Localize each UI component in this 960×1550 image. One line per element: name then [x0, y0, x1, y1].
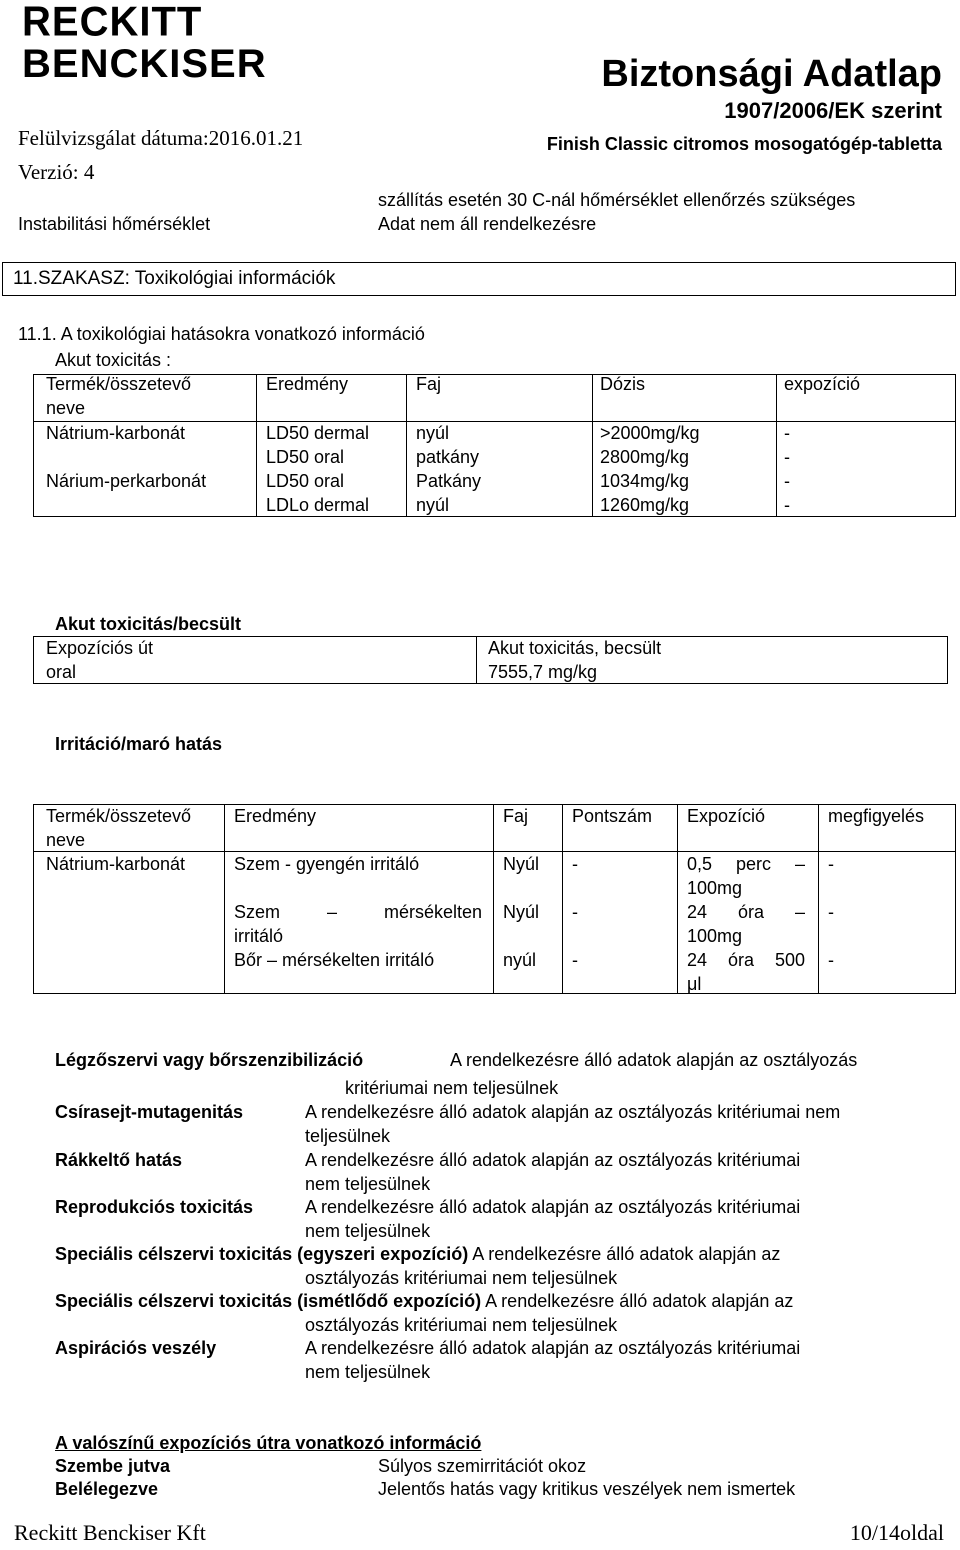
hazard1-text-l1: A rendelkezésre álló adatok alapján az osztályozás	[450, 1050, 858, 1070]
acute-row2-dose2: 1260mg/kg	[600, 495, 690, 515]
acute-row2-species1: Patkány	[416, 471, 482, 491]
product-name: Finish Classic citromos mosogatógép-tabletta	[546, 134, 942, 154]
version: Verzió: 4	[18, 160, 95, 184]
irr-row2-score: -	[572, 902, 578, 922]
hazard5-label: Speciális célszervi toxicitás (egyszeri expozíció)	[55, 1244, 469, 1264]
acute-row1-name: Nátrium-karbonát	[46, 423, 186, 443]
irr-header-name-l2: neve	[46, 830, 86, 850]
irr-row2-exp1: 24 óra –	[687, 902, 805, 922]
irritation-title: Irritáció/maró hatás	[55, 734, 223, 754]
irr-row3-score: -	[572, 950, 578, 970]
subsection-title: 11.1. A toxikológiai hatásokra vonatkozó információ	[18, 324, 425, 344]
irr-row2-species: Nyúl	[503, 902, 540, 922]
estimated-col1-value: oral	[46, 662, 77, 682]
irr-row3-species: nyúl	[503, 950, 537, 970]
hazard7-text-l2: nem teljesülnek	[305, 1362, 431, 1382]
review-date: Felülvizsgálat dátuma:2016.01.21	[18, 126, 304, 150]
irr-row3-exp2: μl	[687, 974, 702, 994]
section-title: 11.SZAKASZ: Toxikológiai információk	[13, 268, 336, 289]
irr-row1-exp2: 100mg	[687, 878, 743, 898]
irr-row2-exp2: 100mg	[687, 926, 743, 946]
regulation: 1907/2006/EK szerint	[724, 98, 942, 123]
hazard2-text-l2: teljesülnek	[305, 1126, 391, 1146]
hazard6-text-l2: osztályozás kritériumai nem teljesülnek	[305, 1315, 618, 1335]
irr-row1-score: -	[572, 854, 578, 874]
document-title: Biztonsági Adatlap	[601, 53, 942, 95]
irr-substance: Nátrium-karbonát	[46, 854, 186, 874]
instability-line2: Adat nem áll rendelkezésre	[378, 214, 597, 234]
route1-label: Szembe jutva	[55, 1456, 171, 1476]
route2-label: Belélegezve	[55, 1479, 159, 1499]
hazard3-text-l2: nem teljesülnek	[305, 1174, 431, 1194]
irr-row3-exp1: 24 óra 500	[687, 950, 805, 970]
estimated-col1-header: Expozíciós út	[46, 638, 154, 658]
hazard5	[55, 1242, 780, 1266]
acute-row2-result2: LDLo dermal	[266, 495, 370, 515]
acute-row1-species1: nyúl	[416, 423, 450, 443]
company-logo-line1: RECKITT	[22, 0, 203, 46]
irr-header-species: Faj	[503, 806, 529, 826]
acute-row2-name: Nárium-perkarbonát	[46, 471, 207, 491]
acute-header-name-l1: Termék/összetevő	[46, 374, 192, 394]
section-heading-box	[2, 262, 956, 296]
acute-toxicity-label: Akut toxicitás :	[55, 350, 172, 370]
hazard6-label: Speciális célszervi toxicitás (ismétlődő expozíció)	[55, 1291, 482, 1311]
acute-row2-dose1: 1034mg/kg	[600, 471, 690, 491]
estimated-col2-value: 7555,7 mg/kg	[488, 662, 598, 682]
hazard2-text-l1: A rendelkezésre álló adatok alapján az osztályozás kritériumai nem	[305, 1102, 841, 1122]
acute-row2-exp1: -	[784, 471, 790, 491]
acute-row1-result1: LD50 dermal	[266, 423, 370, 443]
hazard7-text-l1: A rendelkezésre álló adatok alapján az osztályozás kritériumai	[305, 1338, 801, 1358]
acute-row1-exp2: -	[784, 447, 790, 467]
irr-row2-result-l2: irritáló	[234, 926, 284, 946]
acute-header-dose: Dózis	[600, 374, 646, 394]
hazard3-label: Rákkeltő hatás	[55, 1150, 183, 1170]
acute-row1-dose2: 2800mg/kg	[600, 447, 690, 467]
hazard5-text-l2: osztályozás kritériumai nem teljesülnek	[305, 1268, 618, 1288]
routes-title: A valószínű expozíciós útra vonatkozó információ	[55, 1433, 482, 1453]
acute-row1-dose1: >2000mg/kg	[600, 423, 700, 443]
acute-header-exposure: expozíció	[784, 374, 861, 394]
instability-line1: szállítás esetén 30 C-nál hőmérséklet ellenőrzés szükséges	[378, 190, 856, 210]
acute-header-species: Faj	[416, 374, 442, 394]
footer-company: Reckitt Benckiser Kft	[14, 1520, 206, 1545]
hazard6	[55, 1289, 793, 1313]
route2-value: Jelentős hatás vagy kritikus veszélyek nem ismertek	[378, 1479, 796, 1499]
irr-row1-obs: -	[828, 854, 834, 874]
estimated-title: Akut toxicitás/becsült	[55, 614, 242, 634]
hazard5-text-l1: A rendelkezésre álló adatok alapján az	[472, 1244, 781, 1264]
acute-row1-species2: patkány	[416, 447, 480, 467]
irr-row3-result: Bőr – mérsékelten irritáló	[234, 950, 435, 970]
route1-value: Súlyos szemirritációt okoz	[378, 1456, 587, 1476]
irr-header-name-l1: Termék/összetevő	[46, 806, 192, 826]
acute-header-name-l2: neve	[46, 398, 86, 418]
irr-header-exposure: Expozíció	[687, 806, 766, 826]
irr-header-observation: megfigyelés	[828, 806, 925, 826]
acute-header-result: Eredmény	[266, 374, 349, 394]
irr-row1-result: Szem - gyengén irritáló	[234, 854, 420, 874]
irr-row3-obs: -	[828, 950, 834, 970]
hazard6-text-l1: A rendelkezésre álló adatok alapján az	[485, 1291, 794, 1311]
irr-row2-obs: -	[828, 902, 834, 922]
acute-row1-result2: LD50 oral	[266, 447, 345, 467]
hazard2-label: Csírasejt-mutagenitás	[55, 1102, 244, 1122]
hazard1-label: Légzőszervi vagy bőrszenzibilizáció	[55, 1050, 364, 1070]
hazard4-label: Reprodukciós toxicitás	[55, 1197, 254, 1217]
instability-label: Instabilitási hőmérséklet	[18, 214, 211, 234]
acute-row1-exp1: -	[784, 423, 790, 443]
footer-page: 10/14oldal	[849, 1520, 944, 1545]
hazard1-text-l2: kritériumai nem teljesülnek	[345, 1078, 559, 1098]
irr-row2-result-l1: Szem – mérsékelten	[234, 902, 482, 922]
hazard3-text-l1: A rendelkezésre álló adatok alapján az osztályozás kritériumai	[305, 1150, 801, 1170]
company-logo-line2: BENCKISER	[22, 42, 267, 86]
estimated-col2-header: Akut toxicitás, becsült	[488, 638, 662, 658]
acute-row2-exp2: -	[784, 495, 790, 515]
hazard4-text-l2: nem teljesülnek	[305, 1221, 431, 1241]
hazard7-label: Aspirációs veszély	[55, 1338, 217, 1358]
acute-row2-species2: nyúl	[416, 495, 450, 515]
irr-row1-exp1: 0,5 perc –	[687, 854, 805, 874]
hazard4-text-l1: A rendelkezésre álló adatok alapján az osztályozás kritériumai	[305, 1197, 801, 1217]
irr-header-result: Eredmény	[234, 806, 317, 826]
acute-row2-result1: LD50 oral	[266, 471, 345, 491]
irr-row1-species: Nyúl	[503, 854, 540, 874]
irr-header-score: Pontszám	[572, 806, 653, 826]
